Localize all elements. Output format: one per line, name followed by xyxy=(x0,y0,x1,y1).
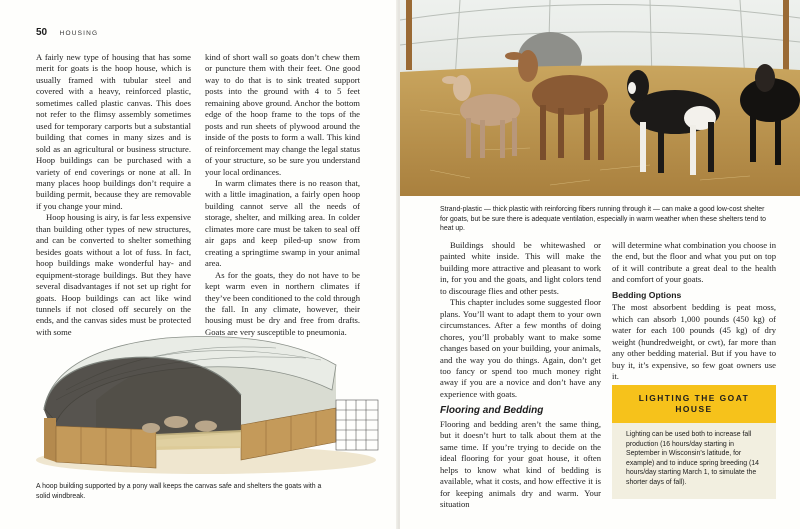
left-page xyxy=(0,0,398,529)
right-column-2 xyxy=(612,240,776,382)
paragraph: Hoop housing is airy, is far less expensive than building other types of new structures, and can be converted to shelter something besides goats without a lot of fuss. In fact, hoop buildings make wonderful hay- and equipment-storage buildings. But they have several disadvantages if not set up right for goats. Hoop buildings can act like wind tunnels if not closed off securely on the ends, and the canvas sides must be protected with some xyxy=(36,212,191,337)
sidebar-title-line: LIGHTING THE GOAT xyxy=(638,393,750,403)
sidebar-title-line: HOUSE xyxy=(675,404,713,414)
paragraph: A fairly new type of housing that has some merit for goats is the hoop house, which is usually framed with tubular steel and covered with a heavy, reinforced plastic, sometimes called plastic canvas. This does not refer to the flimsy assembly sometimes used for temporary carports but a substantial building that comes in many sizes and is sold as an agricultural or business structure. Hoop buildings can be purchased with a variety of end coverings or none at all. In many places hoop buildings don’t require a building permit, because they are removable if you change your mind. xyxy=(36,52,191,211)
figure-caption: A hoop building supported by a pony wall keeps the canvas safe and shelters the goats with a solid windbreak. xyxy=(36,483,322,500)
subheading-flooring: Flooring and Bedding xyxy=(440,405,544,417)
sidebar-title xyxy=(612,385,776,423)
page-number: 50 xyxy=(36,27,48,38)
paragraph: In warm climates there is no reason that, with a little imagination, a fairly open hoop building cannot serve all the needs of storage, shelter, and milking area. In colder climates more care must be taken to seal off air gaps and keep piled-up snow from creating a springtime swamp in your animal area. xyxy=(205,177,360,269)
right-page xyxy=(400,0,800,529)
paragraph: kind of short wall so goats don’t chew them or puncture them with their feet. One good way to do that is to sink treated support posts into the ground with 4 to 5 feet remaining above ground. Anchor the bottom edge of the hoop frame to the tops of the posts and run sheets of plywood around the inside of the posts to form a wall. This kind of reinforcement may change the legal status of your structure, so be sure you understand your local ordinances. xyxy=(205,52,360,177)
paragraph: The most absorbent bedding is peat moss, which can absorb 1,000 pounds (450 kg) of water for each 100 pounds (45 kg) of dry weight (hundredweight, or cwt), far more than any other bedding material. But if you have to buy it, it’s expensive, so few goat owners use it. xyxy=(612,302,776,381)
subheading-bedding-options: Bedding Options xyxy=(612,289,682,300)
photo-caption: Strand-plastic — thick plastic with reinforcing fibers running through it — can make a good low-cost shelter for goats, but be sure there is adequate ventilation, especially in warm weather when these shelters tend to heat up. xyxy=(440,206,766,232)
paragraph: As for the goats, they do not have to be kept warm even in northern climates if they’ve been conditioned to the cold through the fall. In any climate, however, their housing must be dry and free from drafts. Goats are very susceptible to pneumonia. xyxy=(205,269,360,337)
right-column-1 xyxy=(440,240,601,510)
paragraph: Buildings should be whitewashed or painted white inside. This will make the building more attractive and pleasant to work in, for you and the goats, and light colors tend to discourage flies and other pests. xyxy=(440,240,601,296)
left-column-2 xyxy=(205,52,360,338)
paragraph: will determine what combination you choose in the end, but the floor and what you put on top of it will contribute a great deal to the health and comfort of your goats. xyxy=(612,240,776,285)
section-title: HOUSING xyxy=(59,30,99,37)
left-column-1 xyxy=(36,52,191,338)
goats-photo xyxy=(400,0,800,196)
hoop-building-illustration xyxy=(36,330,388,478)
sidebar-box xyxy=(612,385,776,499)
paragraph: This chapter includes some suggested floor plans. You’ll want to adapt them to your own circumstances. After a few months of doing chores, you’ll probably want to make some changes based on your building, your animals, and the way you do things. Again, don’t get too fancy or spend too much money right away if you are a novice and don’t have any experience with goats. xyxy=(440,297,601,399)
running-header xyxy=(36,22,98,40)
paragraph: Flooring and bedding aren’t the same thing, but it doesn’t hurt to talk about them at the same time. If you’re trying to decide on the ideal flooring for your goat house, it often helps to know what kind of bedding is available, what it costs, and how effective it is for keeping animals dry and warm. Your situation xyxy=(440,418,601,509)
sidebar-body: Lighting can be used both to increase fall production (16 hours/day starting in September in Wisconsin’s latitude, for example) and to induce spring breeding (14 hours/day starting March 1, to simulate the shorter days of fall). xyxy=(626,431,759,486)
